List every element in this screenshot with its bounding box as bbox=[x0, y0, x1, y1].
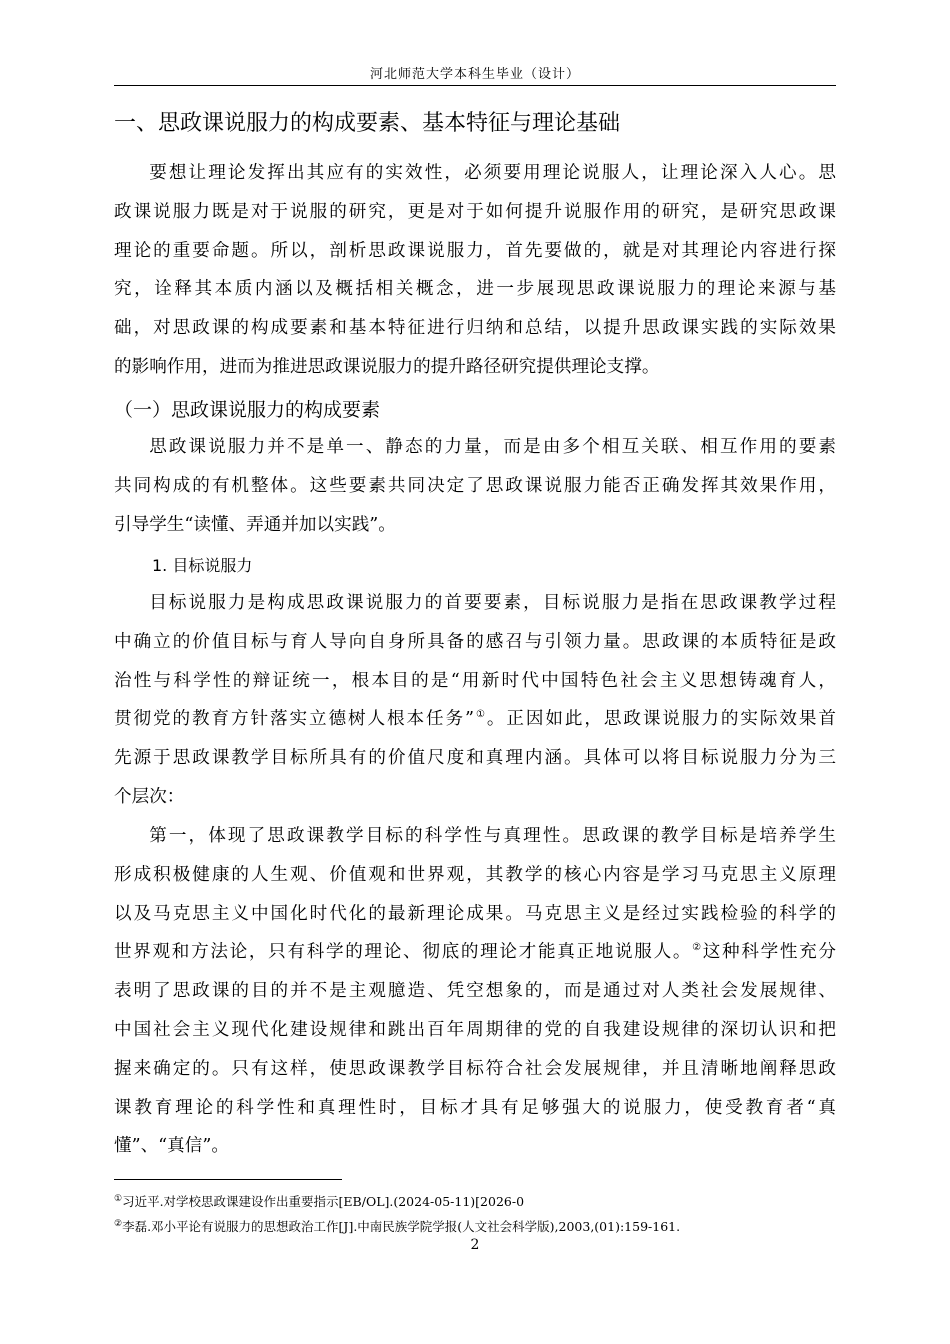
text-line: 治性与科学性的辩证统一，根本目的是“用新时代中国特色社会主义思想铸魂育人， bbox=[114, 670, 836, 691]
text-line: 共同构成的有机整体。这些要素共同决定了思政课说服力能否正确发挥其效果作用， bbox=[114, 475, 836, 496]
section-intro-paragraph bbox=[114, 154, 836, 387]
text-line bbox=[114, 700, 836, 739]
text-line: 础，对思政课的构成要素和基本特征进行归纳和总结，以提升思政课实践的实际效果 bbox=[114, 318, 836, 339]
footnote-2 bbox=[114, 1218, 836, 1236]
text-line: 课教育理论的科学性和真理性时，目标才具有足够强大的说服力，使受教育者“真 bbox=[114, 1097, 836, 1118]
text-line: 握来确定的。只有这样，使思政课教学目标符合社会发展规律，并且清晰地阐释思政 bbox=[114, 1058, 836, 1079]
footnote-mark: ② bbox=[114, 1218, 123, 1229]
text-segment: 世界观和方法论，只有科学的理论、彻底的理论才能真正地说服人。 bbox=[114, 942, 693, 963]
text-line: 引导学生“读懂、弄通并加以实践”。 bbox=[114, 514, 396, 535]
text-line: 的影响作用，进而为推进思政课说服力的提升路径研究提供理论支撑。 bbox=[114, 356, 660, 377]
text-line: 形成积极健康的人生观、价值观和世界观，其教学的核心内容是学习马克思主义原理 bbox=[114, 864, 836, 885]
footnote-1 bbox=[114, 1193, 836, 1211]
text-line: 政课说服力既是对于说服的研究，更是对于如何提升说服作用的研究，是研究思政课 bbox=[114, 201, 836, 222]
text-line: 中确立的价值目标与育人导向自身所具备的感召与引领力量。思政课的本质特征是政 bbox=[114, 631, 836, 652]
footnote-text: 习近平.对学校思政课建设作出重要指示[EB/OL].(2024-05-11)[2026-0 bbox=[122, 1194, 525, 1209]
text-line: 以及马克思主义中国化时代化的最新理论成果。马克思主义是经过实践检验的科学的 bbox=[114, 903, 836, 924]
text-line: 个层次： bbox=[114, 786, 185, 807]
footnote-ref-2[interactable]: ② bbox=[692, 942, 703, 954]
header-rule bbox=[114, 85, 836, 86]
text-segment: 贯彻党的教育方针落实立德树人根本任务” bbox=[114, 709, 475, 730]
text-segment: 。正因如此，思政课说服力的实际效果首 bbox=[486, 709, 837, 730]
first-level-paragraph bbox=[114, 817, 836, 1166]
text-line: 理论的重要命题。所以，剖析思政课说服力，首先要做的，就是对其理论内容进行探 bbox=[114, 240, 836, 261]
running-header: 河北师范大学本科生毕业（设计） bbox=[369, 67, 580, 82]
subsection-heading: （一）思政课说服力的构成要素 bbox=[114, 399, 381, 421]
page-number: 2 bbox=[470, 1237, 480, 1253]
text-line: 思政课说服力并不是单一、静态的力量，而是由多个相互关联、相互作用的要素 bbox=[149, 437, 836, 457]
footnote-text: 李磊.邓小平论有说服力的思想政治工作[J].中南民族学院学报(人文社会科学版),2003,(01):159-161. bbox=[122, 1219, 681, 1234]
text-line bbox=[114, 933, 836, 972]
text-line: 第一，体现了思政课教学目标的科学性与真理性。思政课的教学目标是培养学生 bbox=[149, 826, 836, 846]
text-line: 要想让理论发挥出其应有的实效性，必须要用理论说服人，让理论深入人心。思 bbox=[149, 163, 836, 183]
text-line: 懂”、“真信”。 bbox=[114, 1136, 229, 1157]
footnote-ref-1[interactable]: ① bbox=[474, 709, 487, 721]
text-segment: 这种科学性充分 bbox=[702, 942, 836, 963]
text-line: 目标说服力是构成思政课说服力的首要要素，目标说服力是指在思政课教学过程 bbox=[149, 593, 836, 613]
item-heading: 1. 目标说服力 bbox=[152, 556, 253, 575]
footnote-separator bbox=[114, 1179, 342, 1180]
text-line: 先源于思政课教学目标所具有的价值尺度和真理内涵。具体可以将目标说服力分为三 bbox=[114, 748, 836, 769]
text-line: 究，诠释其本质内涵以及概括相关概念，进一步展现思政课说服力的理论来源与基 bbox=[114, 279, 836, 300]
footnote-mark: ① bbox=[114, 1193, 123, 1204]
subsection-intro-paragraph bbox=[114, 428, 836, 544]
text-line: 中国社会主义现代化建设规律和跳出百年周期律的党的自我建设规律的深切认识和把 bbox=[114, 1019, 836, 1040]
text-line: 表明了思政课的目的并不是主观臆造、凭空想象的，而是通过对人类社会发展规律、 bbox=[114, 981, 836, 1002]
target-persuasion-paragraph bbox=[114, 584, 836, 817]
section-heading: 一、思政课说服力的构成要素、基本特征与理论基础 bbox=[114, 111, 621, 136]
